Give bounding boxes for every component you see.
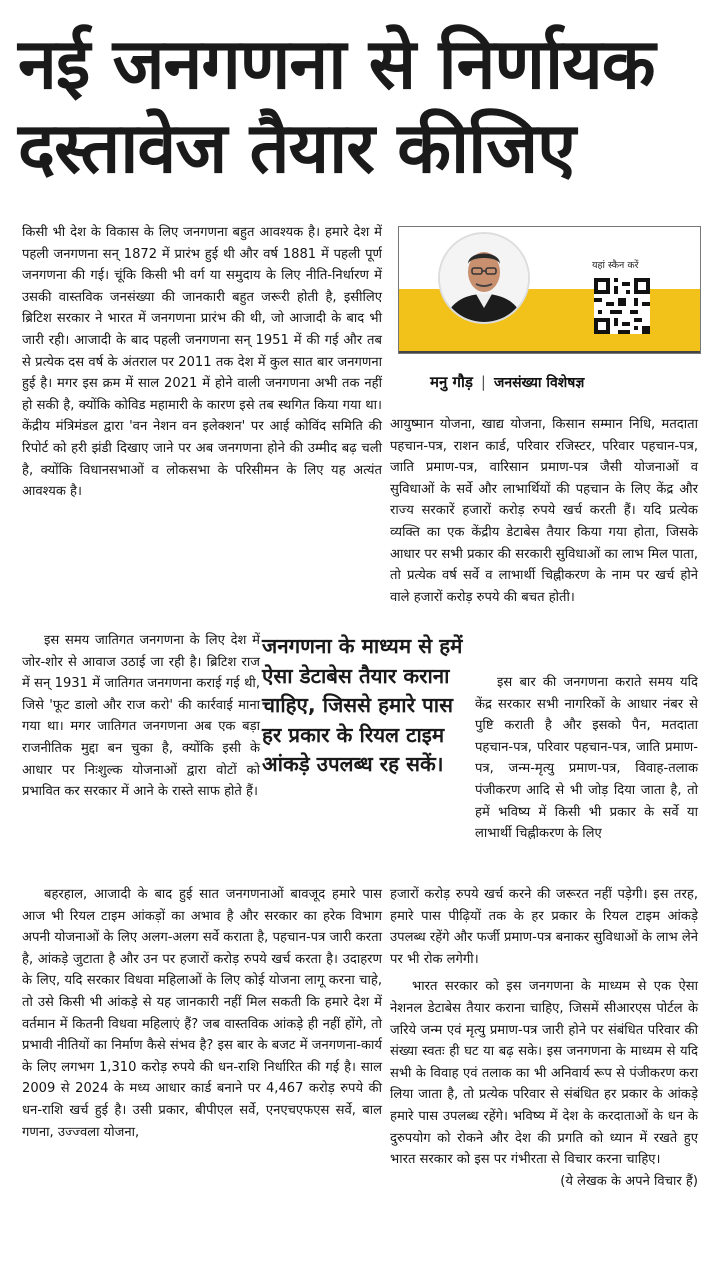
author-name: मनु गौड़ [430, 373, 473, 391]
paragraph-2: इस समय जातिगत जनगणना के लिए देश में जोर-शोर से आवाज उठाई जा रही है। ब्रिटिश राज में सन् 1931 में जातिगत जनगणना कराई गई थी, जिसे 'फूट डालो और राज करो' की कार्रवाई माना गया था। मगर जातिगत जनगणना अब एक बड़ा राजनीतिक मुद्दा बन चुका है, क्योंकि इसी के आधार पर निःशुल्क योजनाओं द्वारा वोटों को प्रभावित कर सरकार में आने के रास्ते साफ होते हैं। [22, 633, 260, 800]
author-disclaimer: (ये लेखक के अपने विचार हैं) [560, 1173, 698, 1189]
paragraph-6: भारत सरकार को इस जनगणना के माध्यम से एक ऐसा नेशनल डेटाबेस तैयार कराना चाहिए, जिसमें सीआरएस पोर्टल के जरिये जन्म एवं मृत्यु प्रमाण-पत्र जारी होने पर संबंधित परिवार की संख्या स्वतः ही घट या बढ़ सके। इस जनगणना के माध्यम से यदि सभी के विवाह एवं तलाक का भी अनिवार्य रूप से पंजीकरण करा लिया जाता है, तो प्रत्येक परिवार से संबंधित हर प्रकार के आंकड़े हमारे पास उपलब्ध रहेंगे। भविष्य में देश के करदाताओं के धन के दुरुपयोग को रोकने और देश की प्रगति को ध्यान में रखते हुए भारत सरकार को इस पर गंभीरता से विचार करना चाहिए। [390, 979, 698, 1168]
article-column-left-bottom [22, 884, 382, 1143]
article-column-left-mid [22, 630, 260, 803]
headline-line-2: दस्तावेज तैयार कीजिए [18, 107, 575, 189]
article-column-left-top [22, 222, 382, 503]
paragraph-4: आयुष्मान योजना, खाद्य योजना, किसान सम्मान निधि, मतदाता पहचान-पत्र, राशन कार्ड, परिवार रजिस्टर, परिवार पहचान-पत्र, जाति प्रमाण-पत्र, वारिसान प्रमाण-पत्र जैसी योजनाओं व सुविधाओं के सर्वे और लाभार्थियों की पहचान के लिए केंद्र और राज्य सरकारें हजारों करोड़ रुपये खर्च करती हैं। यदि प्रत्येक व्यक्ति का एक केंद्रीय डेटाबेस तैयार किया गया होता, जिसके आधार पर सभी प्रकार की सरकारी सुविधाओं का लाभ मिल पाता, तो प्रत्येक वर्ष सर्वे व लाभार्थी चिह्नीकरण के नाम पर खर्च होने वाले हजारों करोड़ रुपये की बचत होती। [390, 417, 698, 605]
frame-base [398, 351, 701, 354]
article-column-right-mid [475, 672, 698, 845]
byline-separator: | [480, 373, 486, 391]
paragraph-1: किसी भी देश के विकास के लिए जनगणना बहुत आवश्यक है। हमारे देश में पहली जनगणना सन् 1872 में प्रारंभ हुई थी और वर्ष 1881 में पहली पूर्ण जनगणना की गई। चूंकि किसी भी वर्ग या समुदाय के लिए नीति-निर्धारण में उसकी वास्तविक जनसंख्या की जानकारी बहुत जरूरी होती है, इसीलिए ब्रिटिश सरकार ने भारत में जनगणना प्रारंभ की थी, जो आजादी के बाद भी जारी रही। आजादी के बाद पहली जनगणना सन् 1951 में की गई और तब से प्रत्येक दस वर्ष के अंतराल पर 2011 तक देश में कुल सात बार जनगणना हुई है। मगर इस क्रम में साल 2021 में होने वाली जनगणना अभी तक नहीं हो सकी है, क्योंकि कोविड महामारी के कारण इसे तब स्थगित किया गया था। केंद्रीय मंत्रिमंडल द्वारा 'वन नेशन वन इलेक्शन' पर आई कोविंद समिति की रिपोर्ट को हरी झंडी दिखाए जाने पर अब जनगणना होने की उम्मीद बढ़ चली है, क्योंकि विधानसभाओं व लोकसभा के परिसीमन के लिए यह अत्यंत आवश्यक है। [22, 225, 382, 500]
paragraph-3: बहरहाल, आजादी के बाद हुई सात जनगणनाओं बावजूद हमारे पास आज भी रियल टाइम आंकड़ों का अभाव है और सरकार का हरेक विभाग अपनी योजनाओं के लिए अलग-अलग सर्वे कराता है, पहचान-पत्र जारी करता है, आंकड़े जुटाता है और उन पर हजारों करोड़ रुपये खर्च करता है। उदाहरण के लिए, यदि सरकार विधवा महिलाओं के लिए कोई योजना लागू करना चाहे, तो उसे किसी भी आंकड़े से यह जानकारी नहीं मिल सकती कि हमारे देश में वर्तमान में कितनी विधवा महिलाएं हैं? जब वास्तविक आंकड़े ही नहीं होंगे, तो प्रभावी नीतियों का निर्माण कैसे संभव है? इस बार के बजट में जनगणना-कार्य के लिए लगभग 1,310 करोड़ रुपये की धन-राशि निर्धारित की गई है। साल 2009 से 2024 के मध्य आधार कार्ड बनाने पर 4,467 करोड़ रुपये की धन-राशि खर्च हुई है। उसी प्रकार, बीपीएल सर्वे, एनएचएफएस सर्वे, बाल गणना, उज्ज्वला योजना, [22, 887, 382, 1140]
author-role: जनसंख्या विशेषज्ञ [493, 375, 585, 391]
author-byline [430, 372, 584, 392]
paragraph-5-continued: हजारों करोड़ रुपये खर्च करने की जरूरत नहीं पड़ेगी। इस तरह, हमारे पास पीढ़ियों तक के हर प्रकार के रियल टाइम आंकड़े उपलब्ध रहेंगे और फर्जी प्रमाण-पत्र बनाकर सुविधाओं के लाभ लेने पर भी रोक लगेगी। [390, 887, 698, 967]
qr-scan-label: यहां स्कैन करें [592, 260, 639, 271]
article-column-right-bottom [390, 884, 698, 1192]
article-column-right-top [390, 414, 698, 608]
pull-quote: जनगणना के माध्यम से हमें ऐसा डेटाबेस तैयार कराना चाहिए, जिससे हमारे पास हर प्रकार के रियल टाइम आंकड़े उपलब्ध रह सकें। [262, 634, 463, 776]
headline-line-1: नई जनगणना से निर्णायक [18, 23, 655, 105]
author-avatar [438, 232, 530, 324]
paragraph-5: इस बार की जनगणना कराते समय यदि केंद्र सरकार सभी नागरिकों के आधार नंबर से पुष्टि कराती है और इसको पैन, मतदाता पहचान-पत्र, परिवार पहचान-पत्र, जाति प्रमाण-पत्र, जन्म-मृत्यु प्रमाण-पत्र, विवाह-तलाक पंजीकरण आदि से भी जोड़ दिया जाता है, तो हमें भविष्य में किसी भी प्रकार के सर्वे या लाभार्थी चिह्नीकरण के लिए [475, 675, 698, 842]
qr-code-icon[interactable] [594, 278, 650, 334]
